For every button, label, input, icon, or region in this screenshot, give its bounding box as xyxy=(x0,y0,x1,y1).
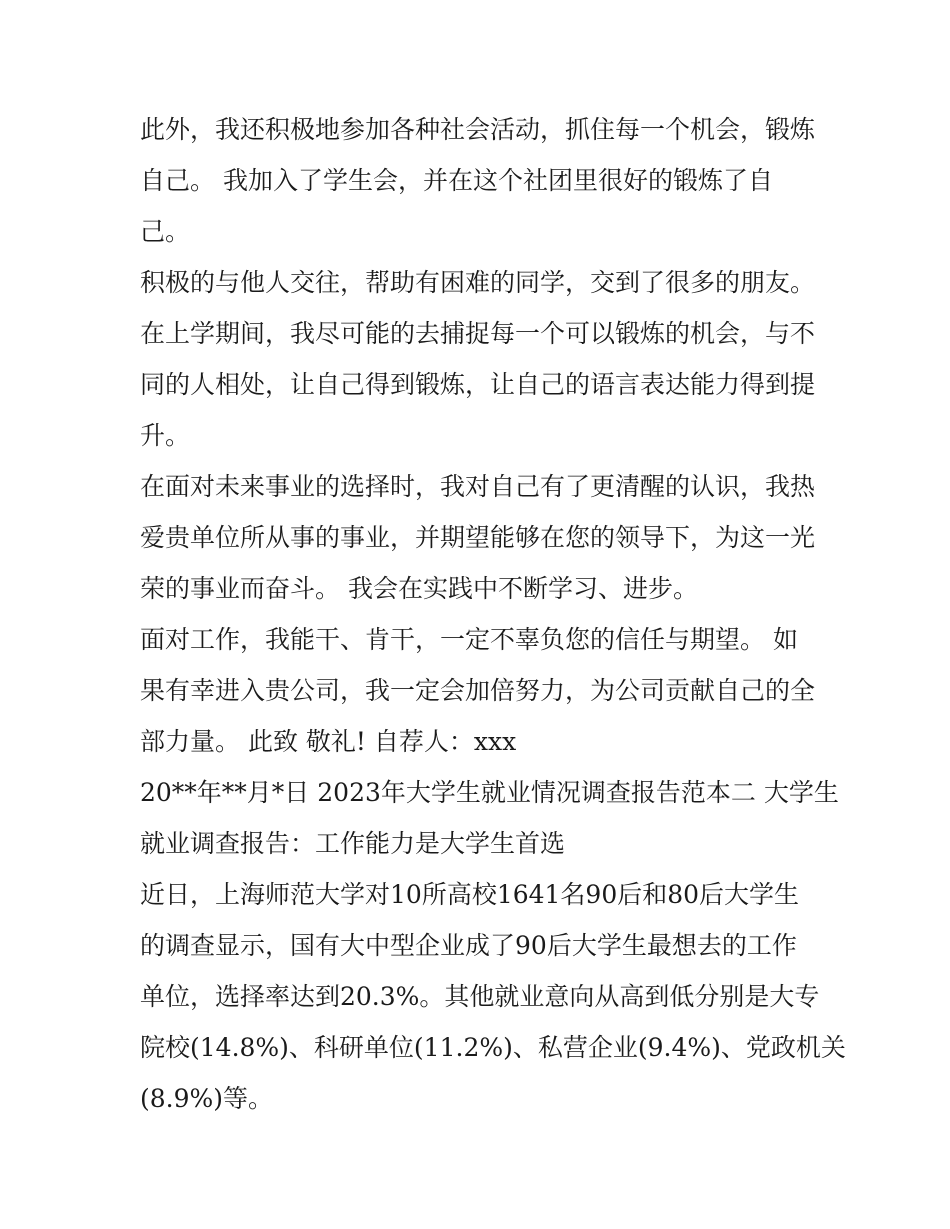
text-line-18: 单位，选择率达到20.3%。其他就业意向从高到低分别是大专 xyxy=(140,982,820,1011)
text-line-9: 爱贵单位所从事的事业，并期望能够在您的领导下，为这一光 xyxy=(140,523,816,552)
text-line-14: 20**年**月*日 2023年大学生就业情况调查报告范本二 大学生 xyxy=(140,778,839,807)
text-line-16: 近日，上海师范大学对10所高校1641名90后和80后大学生 xyxy=(140,880,800,909)
text-line-1: 此外，我还积极地参加各种社会活动，抓住每一个机会，锻炼 xyxy=(140,115,816,144)
document-body xyxy=(140,104,846,1124)
text-line-3: 己。 xyxy=(140,217,191,246)
text-line-7: 升。 xyxy=(140,421,191,450)
text-line-12: 果有幸进入贵公司，我一定会加倍努力，为公司贡献自己的全 xyxy=(140,676,816,705)
text-line-17: 的调查显示，国有大中型企业成了90后大学生最想去的工作 xyxy=(140,931,797,960)
text-line-2: 自己。 我加入了学生会，并在这个社团里很好的锻炼了自 xyxy=(140,166,773,195)
text-line-6: 同的人相处，让自己得到锻炼，让自己的语言表达能力得到提 xyxy=(140,370,816,399)
text-line-5: 在上学期间，我尽可能的去捕捉每一个可以锻炼的机会，与不 xyxy=(140,319,816,348)
text-line-13: 部力量。 此致 敬礼! 自荐人：xxx xyxy=(140,727,517,756)
text-line-15: 就业调查报告：工作能力是大学生首选 xyxy=(140,829,566,858)
text-line-8: 在面对未来事业的选择时，我对自己有了更清醒的认识，我热 xyxy=(140,472,816,501)
text-line-4: 积极的与他人交往，帮助有困难的同学，交到了很多的朋友。 xyxy=(140,268,816,297)
text-line-19: 院校(14.8%)、科研单位(11.2%)、私营企业(9.4%)、党政机关 xyxy=(140,1033,846,1062)
text-line-11: 面对工作，我能干、肯干，一定不辜负您的信任与期望。 如 xyxy=(140,625,798,654)
text-line-20: (8.9%)等。 xyxy=(140,1084,274,1113)
text-line-10: 荣的事业而奋斗。 我会在实践中不断学习、进步。 xyxy=(140,574,698,603)
